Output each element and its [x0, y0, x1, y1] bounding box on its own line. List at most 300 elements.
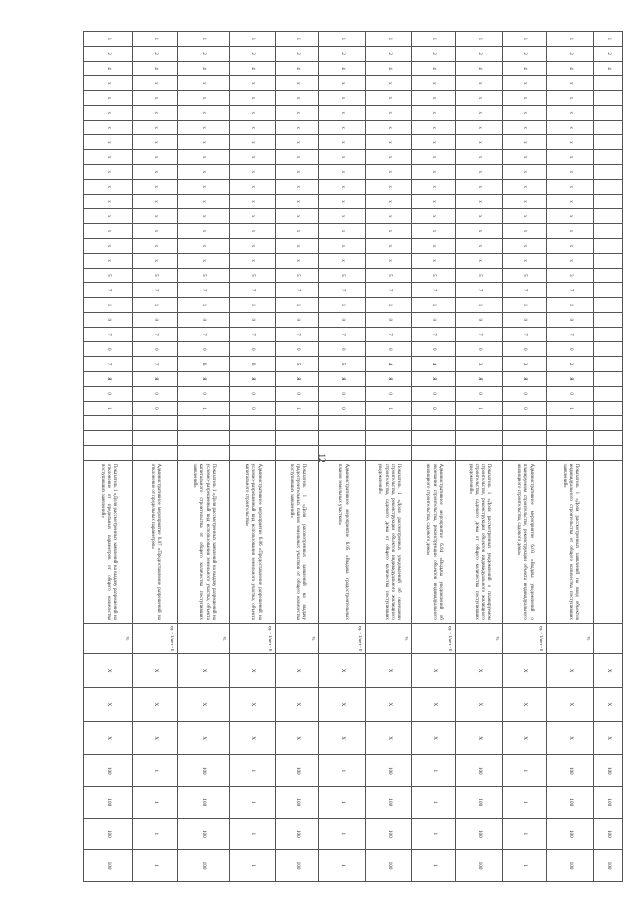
code-cell	[594, 194, 623, 209]
description-cell: Показатель 1 «Доля рассмотренных уведомлений об окончании строительства, реконструкции объектов индивидуального жилищного строительства, садового дома от общего количества поступивших уведомлений»	[366, 460, 412, 623]
table-row	[177, 32, 229, 882]
code-cell: x	[132, 76, 177, 91]
description-cell: Показатель 1 «Доля рассмотренных заявлений на ввод объектов индивидуального строительства от общего количества поступивших заявлений»	[546, 460, 594, 623]
code-cell: x	[412, 253, 456, 268]
code-cell	[319, 416, 366, 431]
code-cell: Я	[229, 371, 275, 386]
code-cell: x	[412, 179, 456, 194]
value-cell: X	[132, 721, 177, 755]
code-cell: 5	[275, 268, 319, 283]
table-row	[84, 32, 133, 882]
description-cell: Показатель 1 «Доля рассмотренных заявлений на выдачу градостроительных планов земельных участков от общего количества поступивших заявлений»	[275, 460, 319, 623]
code-cell: x	[319, 238, 366, 253]
code-cell: 1	[319, 32, 366, 47]
code-cell: x	[84, 165, 133, 180]
code-cell: 4	[366, 61, 412, 76]
code-cell: 0	[502, 342, 546, 357]
value-cell: 100	[594, 850, 623, 882]
code-cell: 0	[412, 312, 456, 327]
code-cell: x	[546, 165, 594, 180]
code-cell: 0	[229, 401, 275, 416]
value-cell: 1	[319, 818, 366, 850]
code-cell: x	[132, 238, 177, 253]
value-cell: 1	[502, 818, 546, 850]
code-cell	[412, 416, 456, 431]
value-cell: 100	[455, 850, 502, 882]
value-cell: 1	[412, 787, 456, 819]
code-cell	[319, 431, 366, 446]
code-cell: 0	[319, 386, 366, 401]
description-cell: Показатель 1 «Доля рассмотренных уведомлений о планируемом строительстве, реконструкции объектов индивидуального жилищного строительства, садового дома от общего количества поступивших уведомлений»	[455, 460, 502, 623]
code-cell: x	[84, 135, 133, 150]
code-cell	[84, 431, 133, 446]
value-cell: X	[132, 654, 177, 688]
code-cell: x	[229, 179, 275, 194]
code-cell: 0	[84, 312, 133, 327]
code-cell	[594, 268, 623, 283]
code-cell: 7	[366, 283, 412, 298]
value-cell: X	[412, 721, 456, 755]
value-cell: X	[594, 654, 623, 688]
code-cell: x	[319, 253, 366, 268]
code-cell: x	[502, 105, 546, 120]
code-cell: 7	[132, 283, 177, 298]
code-cell: 0	[132, 342, 177, 357]
code-cell: x	[366, 120, 412, 135]
unit-cell: ед. - 1/нет - 0	[412, 623, 456, 653]
code-cell: x	[132, 91, 177, 106]
code-cell: Я	[546, 371, 594, 386]
code-cell	[177, 416, 229, 431]
value-cell: 100	[594, 755, 623, 787]
value-cell: X	[177, 721, 229, 755]
code-cell: x	[455, 238, 502, 253]
code-cell: x	[229, 76, 275, 91]
code-cell: x	[275, 179, 319, 194]
code-cell	[366, 431, 412, 446]
code-cell	[132, 445, 177, 460]
code-cell: x	[177, 253, 229, 268]
code-cell: 1	[275, 32, 319, 47]
code-cell: 2	[177, 46, 229, 61]
code-cell: x	[229, 194, 275, 209]
code-cell: 5	[412, 268, 456, 283]
code-cell	[132, 416, 177, 431]
code-cell: x	[275, 91, 319, 106]
code-cell: 0	[455, 342, 502, 357]
code-cell: 1	[546, 401, 594, 416]
value-cell: X	[229, 688, 275, 722]
code-cell: x	[132, 105, 177, 120]
table-row	[275, 32, 319, 882]
value-cell: 100	[177, 818, 229, 850]
code-cell: 4	[366, 357, 412, 372]
code-cell: 4	[546, 61, 594, 76]
value-cell: 100	[84, 755, 133, 787]
value-cell: X	[455, 721, 502, 755]
code-cell	[594, 312, 623, 327]
code-cell	[455, 445, 502, 460]
code-cell	[594, 431, 623, 446]
code-cell: 0	[177, 342, 229, 357]
code-cell: 7	[546, 327, 594, 342]
code-cell: 0	[366, 386, 412, 401]
code-cell: x	[319, 179, 366, 194]
code-cell: x	[546, 209, 594, 224]
code-cell: x	[546, 238, 594, 253]
code-cell: 7	[229, 327, 275, 342]
code-cell: x	[84, 76, 133, 91]
value-cell: 100	[177, 755, 229, 787]
code-cell: 2	[546, 46, 594, 61]
code-cell: 1	[132, 298, 177, 313]
code-cell: 2	[594, 46, 623, 61]
code-cell: x	[455, 135, 502, 150]
code-cell: 7	[84, 327, 133, 342]
code-cell: 2	[412, 46, 456, 61]
code-cell: x	[502, 135, 546, 150]
code-cell: x	[546, 76, 594, 91]
code-cell: x	[546, 91, 594, 106]
code-cell: 7	[177, 283, 229, 298]
value-cell: 100	[546, 755, 594, 787]
code-cell: 0	[546, 342, 594, 357]
code-cell: x	[546, 194, 594, 209]
code-cell: 7	[275, 283, 319, 298]
value-cell: 100	[177, 787, 229, 819]
code-cell: x	[132, 209, 177, 224]
code-cell: x	[412, 224, 456, 239]
table-row	[594, 32, 623, 882]
code-cell: 1	[366, 298, 412, 313]
code-cell: 1	[502, 32, 546, 47]
code-cell: x	[502, 120, 546, 135]
value-cell: 100	[366, 755, 412, 787]
table-row	[229, 32, 275, 882]
code-cell: 7	[412, 283, 456, 298]
code-cell	[177, 431, 229, 446]
value-cell: 100	[546, 850, 594, 882]
code-cell: 1	[455, 298, 502, 313]
code-cell: 5	[229, 268, 275, 283]
code-cell: x	[412, 105, 456, 120]
code-cell: x	[177, 179, 229, 194]
description-cell: Административное мероприятие 6.05 «Выдача градостроительных планов земельных участков»	[319, 460, 366, 623]
code-cell: Я	[132, 371, 177, 386]
code-cell: x	[275, 224, 319, 239]
code-cell: 7	[319, 283, 366, 298]
code-cell: 0	[412, 342, 456, 357]
code-cell: x	[229, 150, 275, 165]
code-cell: 1	[319, 298, 366, 313]
code-cell: 0	[84, 386, 133, 401]
code-cell: x	[366, 135, 412, 150]
code-cell: 4	[229, 61, 275, 76]
code-cell: x	[177, 165, 229, 180]
value-cell: 100	[366, 850, 412, 882]
code-cell: 7	[502, 327, 546, 342]
code-cell: 4	[412, 61, 456, 76]
code-cell: x	[229, 238, 275, 253]
code-cell: 7	[132, 357, 177, 372]
code-cell: x	[455, 76, 502, 91]
code-cell: 0	[412, 401, 456, 416]
value-cell: 1	[319, 755, 366, 787]
code-cell: 1	[84, 298, 133, 313]
code-cell: x	[502, 224, 546, 239]
value-cell: 100	[455, 818, 502, 850]
code-cell: 4	[319, 61, 366, 76]
unit-cell: ед. - 1/нет - 0	[229, 623, 275, 653]
value-cell: X	[177, 654, 229, 688]
code-cell: Я	[177, 371, 229, 386]
code-cell: x	[455, 179, 502, 194]
value-cell: 100	[455, 787, 502, 819]
table-row	[132, 32, 177, 882]
code-cell	[594, 150, 623, 165]
code-cell: x	[229, 105, 275, 120]
code-cell: 0	[502, 401, 546, 416]
code-cell: Я	[366, 371, 412, 386]
code-cell: 0	[177, 312, 229, 327]
code-cell: 0	[412, 386, 456, 401]
code-cell: x	[132, 179, 177, 194]
value-cell: X	[366, 688, 412, 722]
code-cell: x	[275, 105, 319, 120]
code-cell	[132, 431, 177, 446]
value-cell: 100	[275, 787, 319, 819]
code-cell: x	[84, 253, 133, 268]
code-cell: x	[546, 253, 594, 268]
unit-cell: %	[177, 623, 229, 653]
code-cell: 2	[132, 46, 177, 61]
value-cell: 1	[229, 787, 275, 819]
code-cell	[594, 298, 623, 313]
code-cell: 7	[502, 283, 546, 298]
value-cell: X	[594, 721, 623, 755]
value-cell: X	[546, 654, 594, 688]
code-cell: x	[229, 120, 275, 135]
code-cell: x	[275, 120, 319, 135]
code-cell	[275, 445, 319, 460]
code-cell: x	[502, 165, 546, 180]
unit-cell	[594, 623, 623, 653]
code-cell: x	[412, 165, 456, 180]
code-cell: 0	[319, 401, 366, 416]
code-cell: x	[366, 179, 412, 194]
value-cell: X	[177, 688, 229, 722]
value-cell: X	[132, 688, 177, 722]
code-cell: x	[132, 135, 177, 150]
code-cell: x	[366, 91, 412, 106]
code-cell: x	[412, 150, 456, 165]
code-cell: x	[84, 194, 133, 209]
code-cell: x	[229, 165, 275, 180]
code-cell: x	[366, 238, 412, 253]
code-cell: Я	[502, 371, 546, 386]
unit-cell: %	[366, 623, 412, 653]
code-cell: x	[455, 209, 502, 224]
value-cell: 100	[366, 818, 412, 850]
description-cell: Административное мероприятие 6.03 «Выдача уведомлений о планируемом строительстве, реконструкции объекта индивидуального жилищного строительства, садового дома»	[502, 460, 546, 623]
code-cell: 0	[502, 312, 546, 327]
code-cell	[84, 416, 133, 431]
code-cell: 4	[275, 61, 319, 76]
code-cell: x	[366, 253, 412, 268]
code-cell: 1	[455, 401, 502, 416]
code-cell: 4	[84, 61, 133, 76]
value-cell: X	[594, 688, 623, 722]
code-cell	[594, 165, 623, 180]
value-cell: 1	[319, 787, 366, 819]
description-cell: Административное мероприятие 6.07 «Предоставление разрешений на отклонение от предельных параметров»	[132, 460, 177, 623]
code-cell	[594, 416, 623, 431]
value-cell: X	[412, 654, 456, 688]
code-cell: 0	[177, 386, 229, 401]
code-cell: Я	[319, 371, 366, 386]
code-cell: x	[455, 120, 502, 135]
code-cell: x	[177, 194, 229, 209]
code-cell: 0	[502, 386, 546, 401]
value-cell: 1	[502, 755, 546, 787]
code-cell: x	[84, 150, 133, 165]
unit-cell: %	[455, 623, 502, 653]
unit-cell: ед. - 1/нет - 0	[319, 623, 366, 653]
code-cell: x	[455, 224, 502, 239]
code-cell: 3	[546, 268, 594, 283]
code-cell: 7	[319, 327, 366, 342]
value-cell: 100	[455, 755, 502, 787]
code-cell: 4	[177, 61, 229, 76]
code-cell: 5	[319, 268, 366, 283]
code-cell	[594, 283, 623, 298]
code-cell: 1	[229, 32, 275, 47]
code-cell: 7	[84, 283, 133, 298]
code-cell: 2	[502, 46, 546, 61]
page-number: 12	[317, 453, 327, 463]
code-cell	[594, 253, 623, 268]
code-cell: x	[84, 224, 133, 239]
code-cell: 1	[502, 298, 546, 313]
code-cell	[455, 431, 502, 446]
unit-cell: ед. - 1/нет - 0	[502, 623, 546, 653]
code-cell: x	[366, 105, 412, 120]
description-cell	[594, 460, 623, 623]
code-cell: 2	[455, 46, 502, 61]
code-cell: x	[502, 91, 546, 106]
code-cell	[502, 416, 546, 431]
code-cell: x	[132, 224, 177, 239]
value-cell: X	[319, 688, 366, 722]
code-cell: 1	[132, 32, 177, 47]
value-cell: X	[546, 721, 594, 755]
code-cell	[319, 445, 366, 460]
code-cell: x	[366, 194, 412, 209]
value-cell: 1	[412, 850, 456, 882]
code-cell: 1	[177, 401, 229, 416]
code-cell: 2	[366, 46, 412, 61]
code-cell: x	[366, 76, 412, 91]
value-cell: 1	[229, 755, 275, 787]
code-cell: x	[132, 253, 177, 268]
code-cell	[594, 342, 623, 357]
code-cell: x	[455, 165, 502, 180]
code-cell: 0	[366, 312, 412, 327]
value-cell: 1	[229, 818, 275, 850]
code-cell: x	[502, 150, 546, 165]
value-cell: 1	[132, 850, 177, 882]
code-cell: x	[412, 194, 456, 209]
code-cell: x	[412, 135, 456, 150]
code-cell: 1	[84, 401, 133, 416]
code-cell: 1	[84, 32, 133, 47]
code-cell: 1	[177, 32, 229, 47]
code-cell: x	[84, 209, 133, 224]
value-cell: X	[229, 654, 275, 688]
code-cell: 0	[546, 312, 594, 327]
value-cell: 100	[546, 787, 594, 819]
code-cell: x	[275, 135, 319, 150]
code-cell: 5	[84, 268, 133, 283]
code-cell: Я	[275, 371, 319, 386]
code-cell: x	[177, 209, 229, 224]
code-cell	[229, 416, 275, 431]
code-cell: x	[502, 76, 546, 91]
code-cell: x	[229, 91, 275, 106]
value-cell: 1	[229, 850, 275, 882]
code-cell: x	[84, 105, 133, 120]
code-cell: 7	[455, 283, 502, 298]
value-cell: 1	[502, 850, 546, 882]
value-cell: 1	[502, 787, 546, 819]
code-cell	[594, 179, 623, 194]
code-cell: 1	[412, 32, 456, 47]
code-cell: 4	[502, 61, 546, 76]
code-cell	[412, 445, 456, 460]
code-cell: 0	[229, 312, 275, 327]
code-cell: 0	[366, 342, 412, 357]
code-cell: x	[177, 105, 229, 120]
value-cell: X	[275, 654, 319, 688]
code-cell	[594, 386, 623, 401]
code-cell: 2	[229, 46, 275, 61]
table-container	[83, 31, 623, 882]
code-cell: x	[275, 76, 319, 91]
code-cell: 5	[177, 268, 229, 283]
code-cell: x	[319, 150, 366, 165]
code-cell: 7	[132, 327, 177, 342]
code-cell: x	[319, 165, 366, 180]
code-cell: 0	[132, 401, 177, 416]
code-cell: 0	[132, 312, 177, 327]
code-cell: 0	[275, 312, 319, 327]
value-cell: X	[546, 688, 594, 722]
description-cell: Показатель 1 «Доля рассмотренных заявлений на выдачу разрешений на отклонение от предельных параметров от общего количества поступивших заявлений»	[84, 460, 133, 623]
value-cell: X	[84, 688, 133, 722]
value-cell: X	[229, 721, 275, 755]
code-cell: 2	[84, 46, 133, 61]
description-cell: Административное мероприятие 6.06 «Предоставление разрешений на условно-разрешенный вид использования земельного участка, объекта капитального строительства»	[229, 460, 275, 623]
code-cell: x	[275, 209, 319, 224]
code-cell: 0	[546, 386, 594, 401]
code-cell: x	[455, 194, 502, 209]
code-cell: x	[455, 105, 502, 120]
code-cell	[594, 105, 623, 120]
value-cell: X	[455, 688, 502, 722]
value-cell: 100	[546, 818, 594, 850]
code-cell: 0	[455, 312, 502, 327]
value-cell: X	[319, 721, 366, 755]
